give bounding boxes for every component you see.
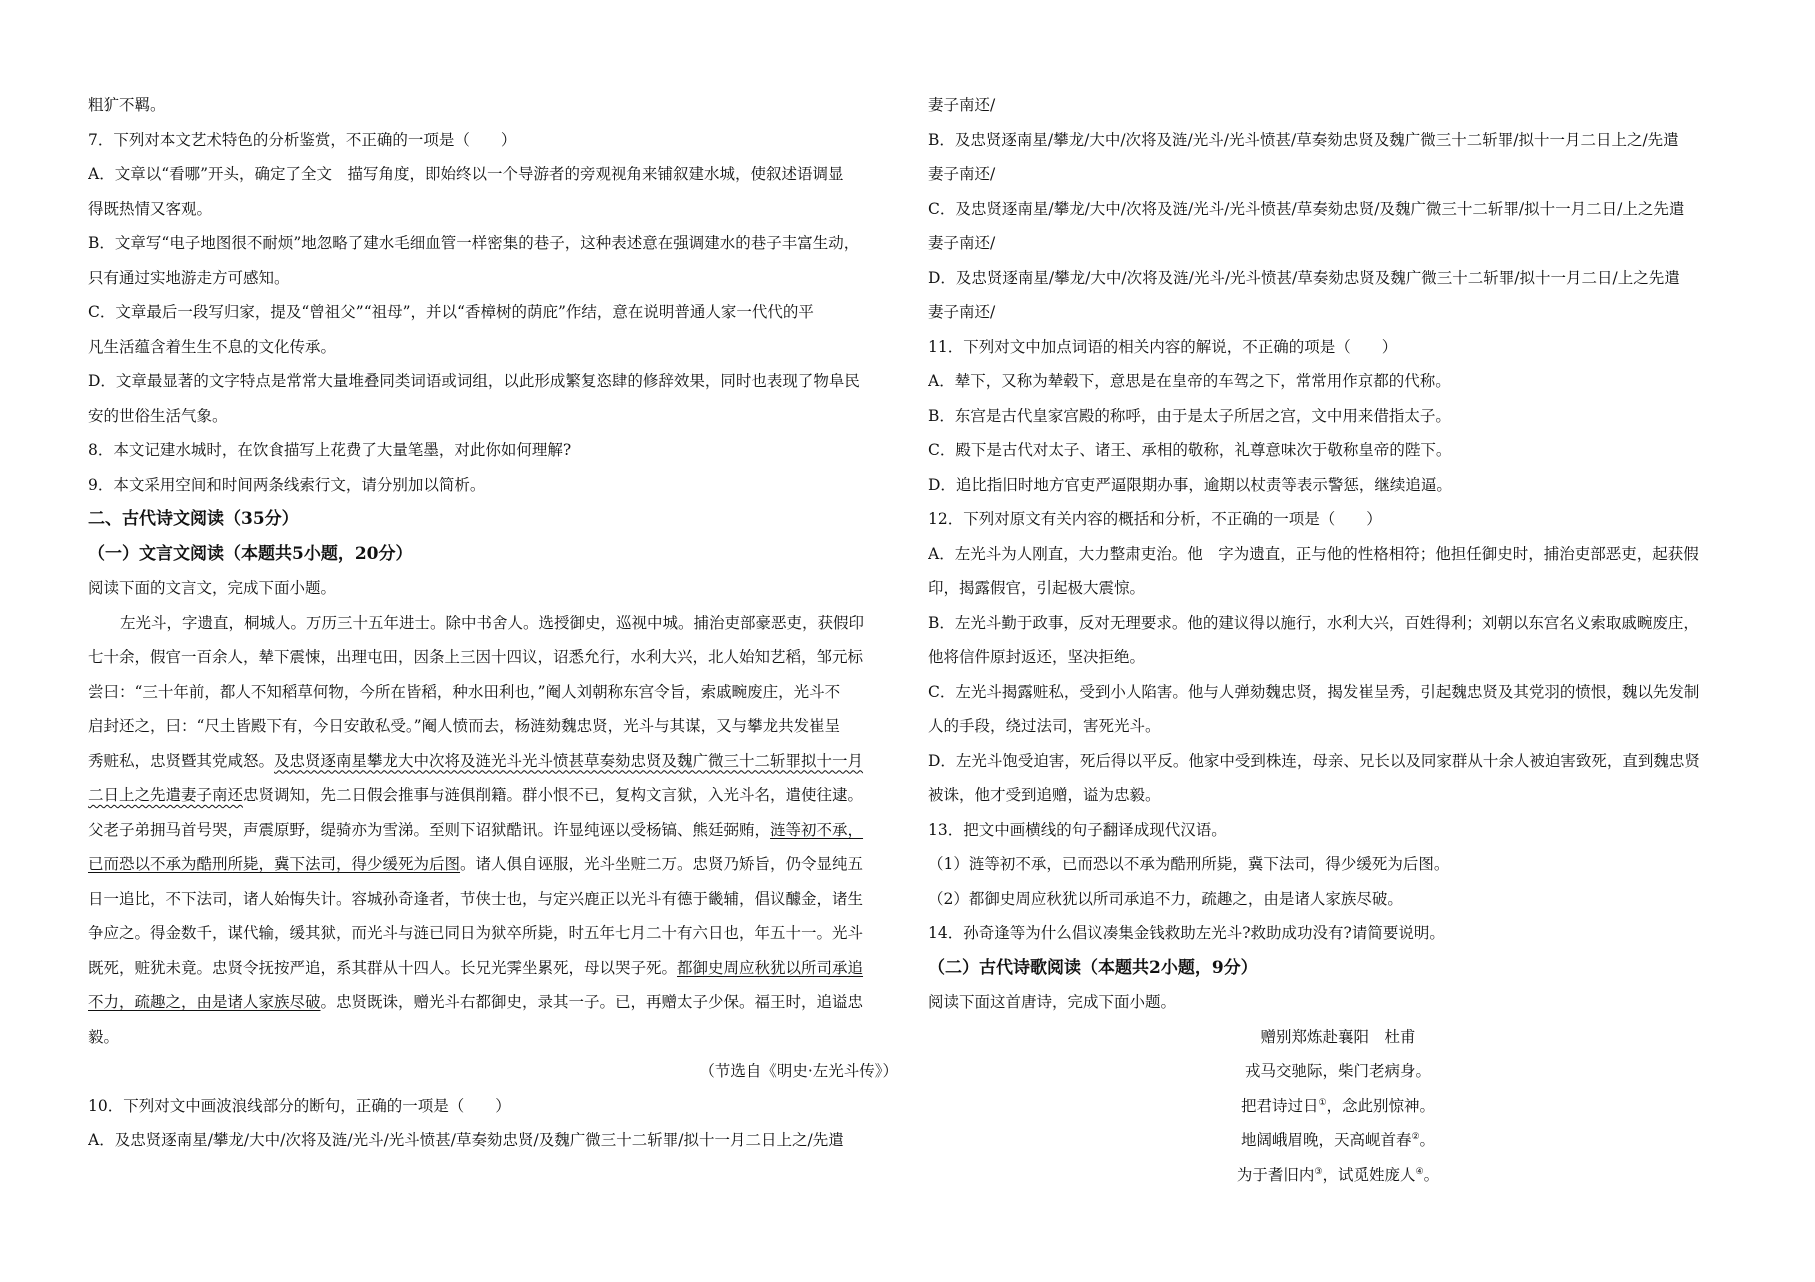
text-line: 妻子南还/ [928, 165, 996, 183]
question-11: 11．下列对文中加点词语的相关内容的解说，不正确的项是（ ） [928, 337, 1398, 356]
option-a: A．及忠贤逐南星/攀龙/大中/次将及涟/光斗/光斗愤甚/草奏劾忠贤/及魏广微三十二斩罪/拟十一月二日上之/先遣 [88, 1131, 844, 1149]
passage-line [88, 985, 904, 1020]
footnote-marker: ② [1411, 1131, 1420, 1142]
passage-line: 启封还之，曰：“尺土皆殿下有，今日安敢私受。”阉人愤而去，杨涟劾魏忠贤，光斗与其谋，又与攀龙共发崔呈 [88, 717, 841, 735]
question-12: 12．下列对原文有关内容的概括和分析，不正确的一项是（ ） [928, 510, 1382, 528]
option-c: C．殿下是古代对太子、诸王、承相的敬称，礼尊意味次于敬称皇帝的陛下。 [928, 441, 1452, 459]
poem-text: ，试觅姓庞人 [1322, 1165, 1416, 1184]
poem-line [928, 1089, 1748, 1124]
text-line: 他将信件原封返还，坚决拒绝。 [928, 648, 1146, 666]
footnote-marker: ① [1318, 1097, 1327, 1108]
instruction: 阅读下面这首唐诗，完成下面小题。 [928, 993, 1177, 1011]
option-c: C．及忠贤逐南星/攀龙/大中/次将及涟/光斗/光斗愤甚/草奏劾忠贤/及魏广微三十二斩罪/拟十一月二日/上之先遣 [928, 199, 1685, 218]
poem-line [928, 1158, 1748, 1193]
poem-text: 把君诗过日 [1240, 1096, 1319, 1115]
translation-item-2: （2）都御史周应秋犹以所司承追不力，疏趣之，由是诸人家族尽破。 [928, 889, 1403, 908]
passage-line: 七十余，假官一百余人，辇下震悚，出理屯田，因条上三因十四议，诏悉允行，水利大兴，北人始知艺稻，邹元标 [88, 648, 864, 666]
passage-line: 日一追比，不下法司，诸人始悔失计。容城孙奇逢者，节侠士也，与定兴鹿正以光斗有德于畿辅，倡议醵金，诸生 [88, 889, 864, 908]
passage-line: 毅。 [88, 1027, 120, 1046]
question-13: 13．把文中画横线的句子翻译成现代汉语。 [928, 820, 1227, 839]
option-b: B．文章写“电子地图很不耐烦”地忽略了建水毛细血管一样密集的巷子，这种表述意在强调建水的巷子丰富生动， [88, 234, 860, 252]
instruction: 阅读下面的文言文，完成下面小题。 [88, 579, 337, 597]
option-b: B．及忠贤逐南星/攀龙/大中/次将及涟/光斗/光斗愤甚/草奏劾忠贤及魏广微三十二斩罪/拟十一月二日上之/先遣 [928, 130, 1679, 149]
underlined-sentence: 不力，疏趣之，由是诸人家族尽破 [88, 993, 321, 1011]
underlined-sentence: 涟等初不承， [770, 820, 864, 839]
subsection-heading: （一）文言文阅读（本题共5小题，20分） [88, 543, 413, 564]
source-citation: （节选自《明史·左光斗传》） [699, 1062, 898, 1080]
text-line: 人的手段，绕过法司，害死光斗。 [928, 717, 1161, 735]
text-line: 得既热情又客观。 [88, 199, 213, 218]
poem-title: 赠别郑炼赴襄阳 杜甫 [1260, 1027, 1416, 1046]
text-line: 被诛，他才受到追赠，谥为忠毅。 [928, 786, 1161, 804]
question-9: 9．本文采用空间和时间两条线索行文，请分别加以简析。 [88, 475, 486, 494]
passage-line: 争应之。得金数千，谋代输，缓其狱，而光斗与涟已同日为狱卒所毙，时五年七月二十有六日也，年五十一。光斗 [88, 924, 864, 942]
question-8: 8．本文记建水城时，在饮食描写上花费了大量笔墨，对此你如何理解? [88, 441, 572, 459]
poem-line [928, 1123, 1748, 1158]
text-line: 妻子南还/ [928, 96, 996, 114]
poem-text: ，念此别惊神。 [1326, 1096, 1436, 1115]
option-d: D．左光斗饱受迫害，死后得以平反。他家中受到株连，母亲、兄长以及同家群从十余人被迫害致死，直到魏忠贤 [928, 751, 1700, 770]
text-line: 凡生活蕴含着生生不息的文化传承。 [88, 337, 337, 356]
poem-text: 为于耆旧内 [1236, 1165, 1315, 1184]
option-a: A．左光斗为人刚直，大力整肃吏治。他 字为遗直，正与他的性格相符；他担任御史时，捕治吏部恶吏，起获假 [928, 544, 1699, 563]
section-heading: 二、古代诗文阅读（35分） [88, 509, 299, 529]
footnote-marker: ③ [1314, 1166, 1323, 1177]
translation-item-1: （1）涟等初不承，已而恐以不承为酷刑所毙，冀下法司，得少缓死为后图。 [928, 855, 1450, 873]
passage-line [88, 813, 904, 848]
passage-line [88, 778, 904, 813]
question-10: 10．下列对文中画波浪线部分的断句，正确的一项是（ ） [88, 1096, 511, 1115]
option-d: D．追比指旧时地方官吏严逼限期办事，逾期以杖责等表示警惩，继续追逼。 [928, 475, 1452, 494]
option-b: B．左光斗勤于政事，反对无理要求。他的建议得以施行，水利大兴，百姓得利；刘朝以东宫名义索取戚畹废庄， [928, 613, 1699, 632]
passage-text: 父老子弟拥马首号哭，声震原野，缇骑亦为雪涕。至则下诏狱酷讯。许显纯诬以受杨镐、熊廷弼贿， [88, 820, 771, 839]
underlined-sentence: 都御史周应秋犹以所司承追 [677, 958, 864, 977]
passage-text: 。忠贤既诛，赠光斗右都御史，录其一子。已，再赠太子少保。福王时，追谥忠 [320, 993, 864, 1011]
poem-text: 地阔峨眉晚，天高岘首春 [1240, 1131, 1412, 1149]
right-column [928, 88, 1748, 1192]
text-line: 粗犷不羁。 [88, 96, 166, 114]
footnote-marker: ④ [1415, 1166, 1424, 1177]
text-line: 安的世俗生活气象。 [88, 406, 228, 425]
passage-line: 尝曰：“三十年前，都人不知稻草何物，今所在皆稻，种水田利也，”阉人刘朝称东宫令旨，索戚畹废庄，光斗不 [88, 682, 841, 701]
question-14: 14．孙奇逢等为什么倡议凑集金钱救助左光斗?救助成功没有?请简要说明。 [928, 924, 1445, 942]
option-a: A．文章以“看哪”开头，确定了全文 描写角度，即始终以一个导游者的旁观视角来铺叙建水城，使叙述语调显 [88, 165, 844, 183]
passage-line [88, 951, 904, 986]
text-line: 只有通过实地游走方可感知。 [88, 268, 290, 287]
option-d: D．文章最显著的文字特点是常常大量堆叠同类词语或词组，以此形成繁复恣肆的修辞效果，同时也表现了物阜民 [88, 372, 860, 390]
passage-text: 忠贤调知，先二日假会推事与涟俱削籍。群小恨不已，复构文言狱，入光斗名，遣使往逮。 [243, 786, 864, 804]
passage-line [88, 744, 904, 779]
option-b: B．东宫是古代皇家宫殿的称呼，由于是太子所居之宫，文中用来借指太子。 [928, 406, 1451, 425]
subsection-heading: （二）古代诗歌阅读（本题共2小题，9分） [928, 957, 1258, 978]
text-line: 妻子南还/ [928, 234, 996, 252]
option-d: D．及忠贤逐南星/攀龙/大中/次将及涟/光斗/光斗愤甚/草奏劾忠贤及魏广微三十二斩罪/拟十一月二日/上之先遣 [928, 268, 1680, 287]
wavy-underlined-text: 及忠贤逐南星攀龙大中次将及涟光斗光斗愤甚草奏劾忠贤及魏广微三十二斩罪拟十一月 [274, 751, 864, 770]
passage-line [88, 847, 904, 882]
passage-line: 左光斗，字遗直，桐城人。万历三十五年进士。除中书舍人。选授御史，巡视中城。捕治吏部豪恶吏，获假印 [120, 613, 865, 632]
poem-text: 。 [1419, 1131, 1436, 1149]
left-column [88, 88, 904, 1158]
poem-text: 。 [1423, 1165, 1440, 1184]
passage-text: 秀赃私，忠贤暨其党咸怒。 [88, 751, 275, 770]
option-c: C．文章最后一段写归家，提及“曾祖父”“祖母”，并以“香樟树的荫庇”作结，意在说明普通人家一代代的平 [88, 303, 814, 321]
text-line: 妻子南还/ [928, 303, 996, 321]
passage-text: 。诸人俱自诬服，光斗坐赃二万。忠贤乃矫旨，仍令显纯五 [460, 855, 864, 873]
text-line: 印，揭露假官，引起极大震惊。 [928, 579, 1146, 597]
underlined-sentence: 已而恐以不承为酷刑所毙，冀下法司，得少缓死为后图 [88, 855, 461, 873]
option-c: C．左光斗揭露赃私，受到小人陷害。他与人弹劾魏忠贤，揭发崔呈秀，引起魏忠贤及其党羽的愤恨，魏以先发制 [928, 682, 1700, 701]
option-a: A．辇下，又称为辇毂下，意思是在皇帝的车驾之下，常常用作京都的代称。 [928, 372, 1451, 390]
wavy-underlined-text: 二日上之先遣妻子南还 [88, 786, 244, 804]
passage-text: 既死，赃犹未竟。忠贤令抚按严追，系其群从十四人。长兄光霁坐累死，母以哭子死。 [88, 958, 678, 977]
question-7: 7．下列对本文艺术特色的分析鉴赏，不正确的一项是（ ） [88, 130, 517, 149]
poem-line: 戎马交驰际，柴门老病身。 [1244, 1062, 1431, 1080]
